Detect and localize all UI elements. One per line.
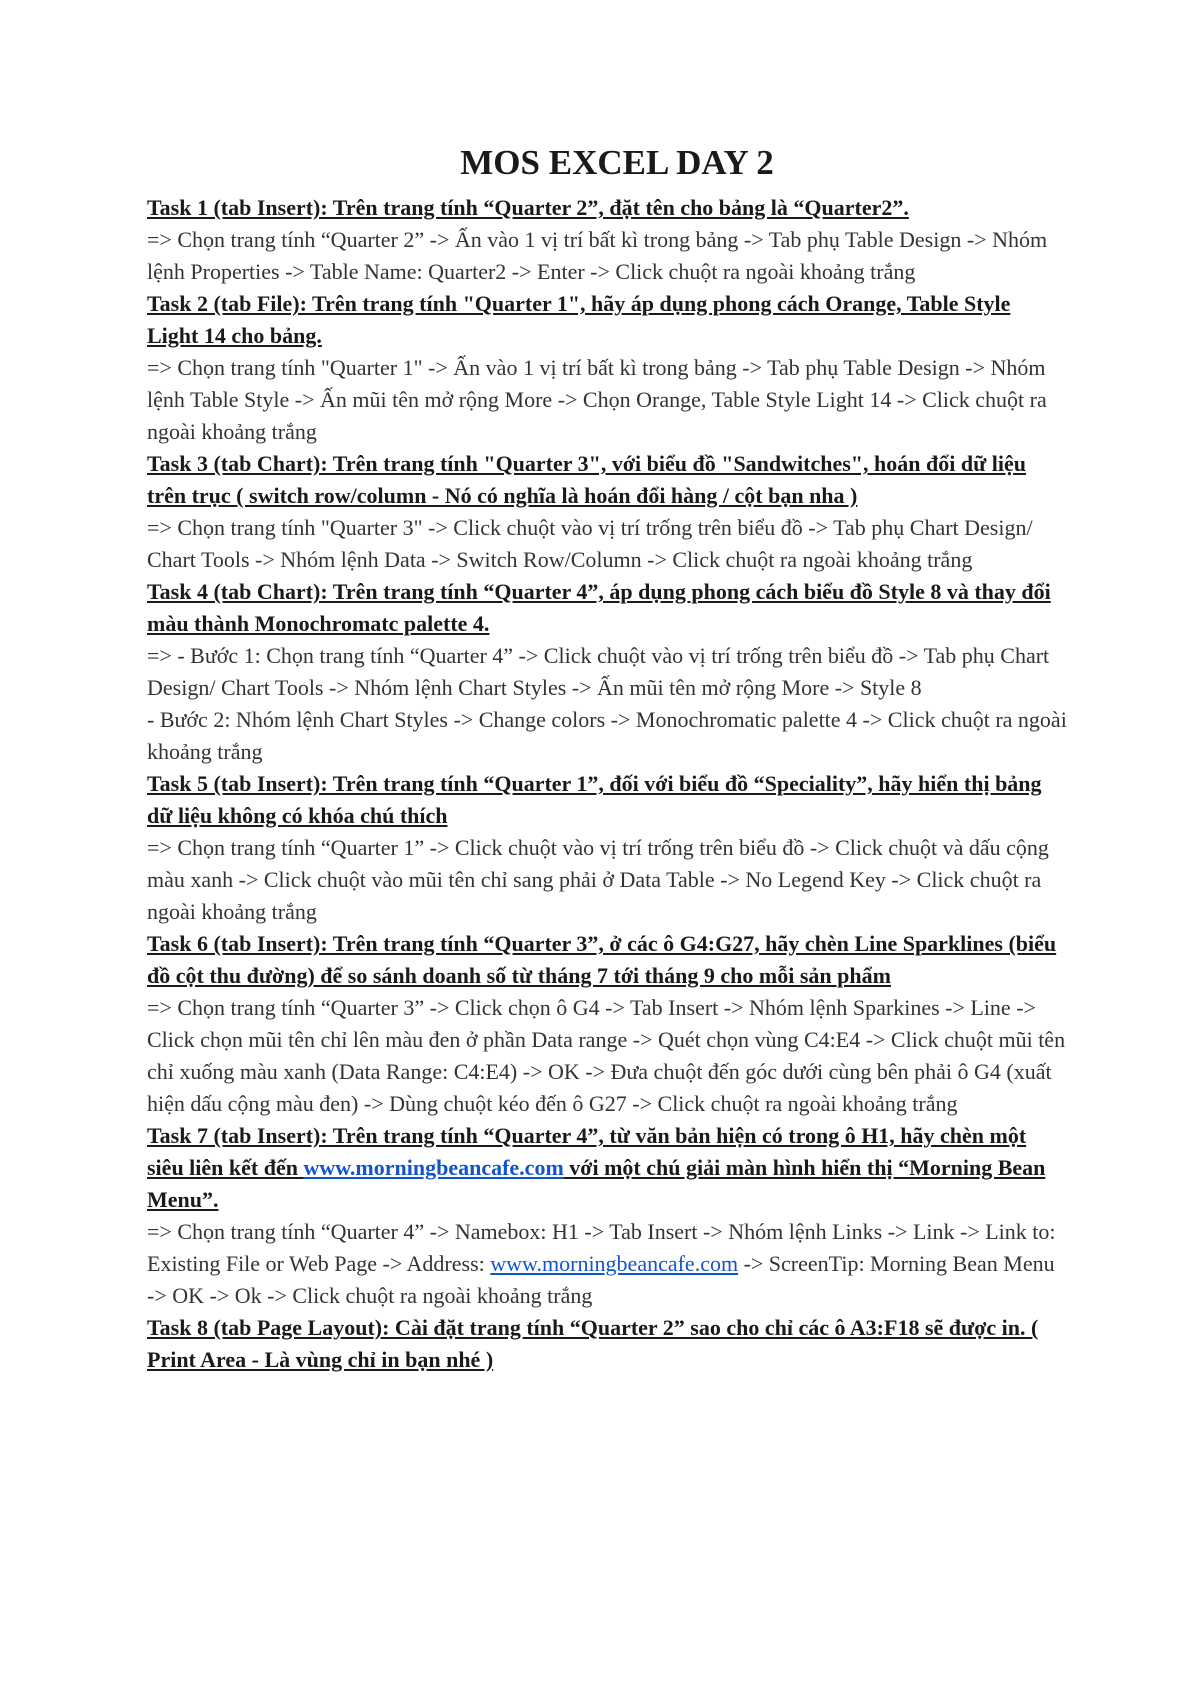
task-instructions: => Chọn trang tính “Quarter 3” -> Click chọn ô G4 -> Tab Insert -> Nhóm lệnh Sparkines -> Line -> Click chọn mũi tên chỉ lên màu đen ở phần Data range -> Quét chọn vùng C4:E4 -> Click chuột mũi tên chỉ xuống màu xanh (Data Range: C4:E4) -> OK -> Đưa chuột đến góc dưới cùng bên phải ô G4 (xuất hiện dấu cộng màu đen) -> Dùng chuột kéo đến ô G27 -> Click chuột ra ngoài khoảng trắng bbox=[147, 995, 1066, 1116]
task-instructions bbox=[147, 1216, 1067, 1312]
task-instructions: => Chọn trang tính "Quarter 1" -> Ấn vào 1 vị trí bất kì trong bảng -> Tab phụ Table Design -> Nhóm lệnh Table Style -> Ấn mũi tên mở rộng More -> Chọn Orange, Table Style Light 14 -> Click chuột ra ngoài khoảng trắng bbox=[147, 355, 1047, 444]
task-instructions-text: => Chọn trang tính “Quarter 4” -> Namebox: H1 -> Tab Insert -> Nhóm lệnh Links -> Link -> Link to: Existing File or Web Page -> Address: bbox=[147, 1219, 1056, 1276]
task-instructions-step-2: - Bước 2: Nhóm lệnh Chart Styles -> Change colors -> Monochromatic palette 4 -> Click chuột ra ngoài khoảng trắng bbox=[147, 707, 1067, 764]
task-instructions-text: -> ScreenTip: Morning Bean Menu -> OK -> Ok -> Click chuột ra ngoài khoảng trắng bbox=[147, 1251, 1055, 1308]
task-heading: Task 6 (tab Insert): Trên trang tính “Quarter 3”, ở các ô G4:G27, hãy chèn Line Sparklines (biểu đồ cột thu đường) để so sánh doanh số từ tháng 7 tới tháng 9 cho mỗi sản phẩm bbox=[147, 931, 1057, 988]
document-title: MOS EXCEL DAY 2 bbox=[460, 143, 774, 182]
task-heading bbox=[147, 1120, 1067, 1216]
website-link[interactable]: www.morningbeancafe.com bbox=[490, 1251, 739, 1276]
task-instructions-step-1: => - Bước 1: Chọn trang tính “Quarter 4” -> Click chuột vào vị trí trống trên biểu đồ -> Tab phụ Chart Design/ Chart Tools -> Nhóm lệnh Chart Styles -> Ấn mũi tên mở rộng More -> Style 8 bbox=[147, 643, 1050, 700]
document-page bbox=[147, 140, 1067, 1376]
task-heading: Task 3 (tab Chart): Trên trang tính "Quarter 3", với biểu đồ "Sandwitches", hoán đổi dữ liệu trên trục ( switch row/column - Nó có nghĩa là hoán đổi hàng / cột bạn nha ) bbox=[147, 451, 1026, 508]
task-7 bbox=[147, 1120, 1067, 1312]
task-5 bbox=[147, 768, 1067, 928]
task-4 bbox=[147, 576, 1067, 768]
task-instructions: => Chọn trang tính “Quarter 2” -> Ấn vào 1 vị trí bất kì trong bảng -> Tab phụ Table Design -> Nhóm lệnh Properties -> Table Name: Quarter2 -> Enter -> Click chuột ra ngoài khoảng trắng bbox=[147, 227, 1048, 284]
task-instructions: => Chọn trang tính "Quarter 3" -> Click chuột vào vị trí trống trên biểu đồ -> Tab phụ Chart Design/ Chart Tools -> Nhóm lệnh Data -> Switch Row/Column -> Click chuột ra ngoài khoảng trắng bbox=[147, 515, 1033, 572]
task-heading-text: Task 7 (tab Insert): Trên trang tính “Quarter 4”, từ văn bản hiện có trong ô H1, hãy chèn một siêu liên kết đến bbox=[147, 1123, 1027, 1180]
task-2 bbox=[147, 288, 1067, 448]
task-8 bbox=[147, 1312, 1067, 1376]
task-heading: Task 5 (tab Insert): Trên trang tính “Quarter 1”, đối với biểu đồ “Speciality”, hãy hiển thị bảng dữ liệu không có khóa chú thích bbox=[147, 771, 1042, 828]
task-heading: Task 1 (tab Insert): Trên trang tính “Quarter 2”, đặt tên cho bảng là “Quarter2”. bbox=[147, 195, 909, 220]
task-1 bbox=[147, 192, 1067, 288]
task-heading: Task 8 (tab Page Layout): Cài đặt trang tính “Quarter 2” sao cho chỉ các ô A3:F18 sẽ được in. ( Print Area - Là vùng chỉ in bạn nhé ) bbox=[147, 1315, 1039, 1372]
task-heading-text: với một chú giải màn hình hiển thị “Morning Bean Menu”. bbox=[147, 1155, 1046, 1212]
task-heading: Task 2 (tab File): Trên trang tính "Quarter 1", hãy áp dụng phong cách Orange, Table Style Light 14 cho bảng. bbox=[147, 291, 1011, 348]
task-3 bbox=[147, 448, 1067, 576]
task-instructions: => Chọn trang tính “Quarter 1” -> Click chuột vào vị trí trống trên biểu đồ -> Click chuột và dấu cộng màu xanh -> Click chuột vào mũi tên chỉ sang phải ở Data Table -> No Legend Key -> Click chuột ra ngoài khoảng trắng bbox=[147, 835, 1049, 924]
task-6 bbox=[147, 928, 1067, 1120]
task-heading: Task 4 (tab Chart): Trên trang tính “Quarter 4”, áp dụng phong cách biểu đồ Style 8 và thay đổi màu thành Monochromatc palette 4. bbox=[147, 579, 1051, 636]
website-link[interactable]: www.morningbeancafe.com bbox=[303, 1155, 564, 1180]
